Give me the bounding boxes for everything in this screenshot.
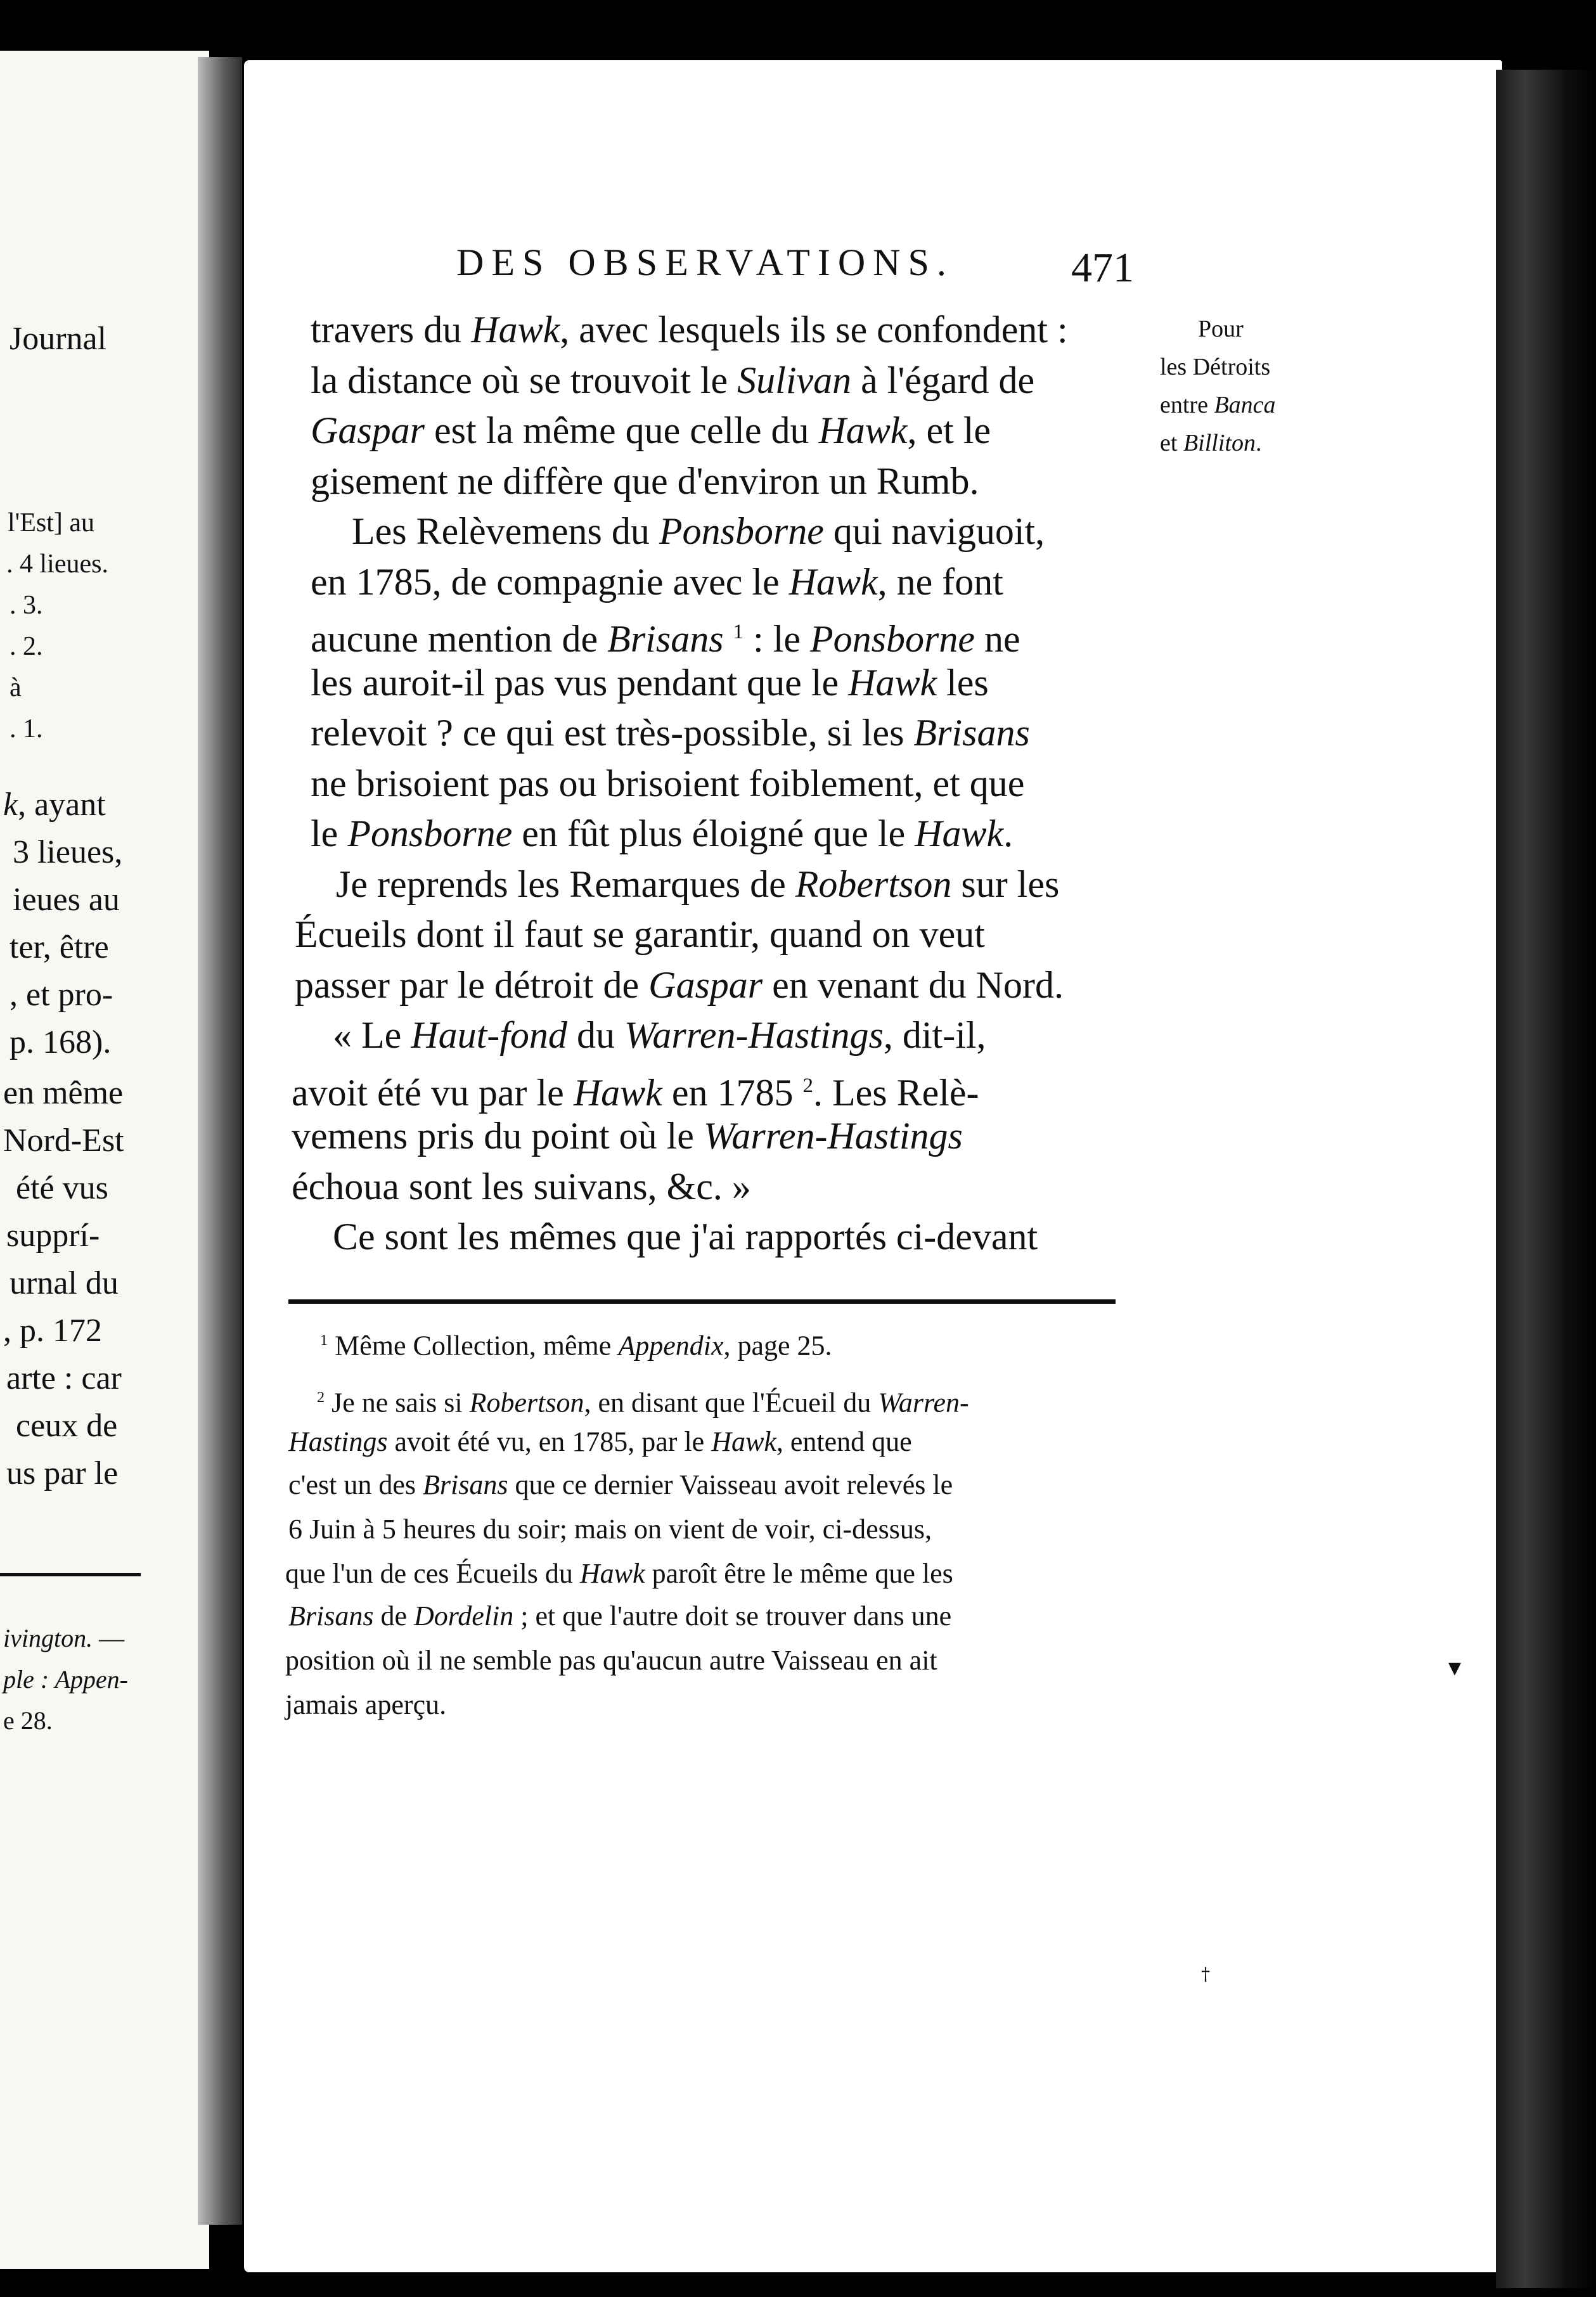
body-line: Je reprends les Remarques de Robertson sur les [336,863,1060,905]
footnote-rule [288,1299,1116,1304]
body-line: Ce sont les mêmes que j'ai rapportés ci-devant [333,1216,1038,1258]
footnote-line: 6 Juin à 5 heures du soir; mais on vient de voir, ci-dessus, [288,1514,932,1545]
body-line: Écueils dont il faut se garantir, quand on veut [295,913,985,955]
footnote-line: c'est un des Brisans que ce dernier Vaisseau avoit relevés le [288,1469,953,1500]
left-page-fragment: k, ayant [3,787,106,823]
footnote-line: jamais aperçu. [285,1689,447,1720]
left-page-fragment: été vus [16,1170,108,1206]
body-line: ne brisoient pas ou brisoient foiblement, et que [311,762,1025,804]
footnote-line: $^2$ Je ne sais si Robertson, en disant que l'Écueil du Warren- [317,1387,969,1419]
left-page-fragment: Journal [10,321,107,357]
left-page-fragment: 3 lieues, [13,834,123,870]
left-page-fragment: , et pro- [10,977,113,1013]
body-line: avoit été vu par le Hawk en 1785 $^2$. Les Relè- [292,1071,979,1114]
body-line: « Le Haut-fond du Warren-Hastings, dit-il, [333,1014,986,1056]
body-line: vemens pris du point où le Warren-Hastings [292,1115,963,1157]
body-line: en 1785, de compagnie avec le Hawk, ne font [311,560,1003,603]
mark-ornament-small: † [1201,1964,1210,1985]
left-page-fragment: . 3. [10,591,43,620]
body-line: le Ponsborne en fût plus éloigné que le Hawk. [311,813,1014,854]
body-line: relevoit ? ce qui est très-possible, si les Brisans [311,712,1030,754]
left-page-fragment: ter, être [10,929,109,965]
margin-note-line: et Billiton. [1160,430,1262,456]
body-line: Gaspar est la même que celle du Hawk, et le [311,409,991,451]
body-line: la distance où se trouvoit le Sulivan à l'égard de [311,359,1035,401]
left-page-fragment: en même [3,1075,124,1111]
page-number: 471 [1071,245,1134,291]
left-page-fragment: ieues au [13,882,120,918]
body-line: les auroit-il pas vus pendant que le Hawk les [311,661,989,704]
footnote-line: que l'un de ces Écueils du Hawk paroît être le même que les [285,1558,953,1589]
left-footnote-rule [0,1573,141,1576]
footnote-line: Hastings avoit été vu, en 1785, par le Hawk, entend que [288,1426,912,1457]
left-page-fragment: ivington. — [3,1624,125,1652]
left-page-fragment: l'Est] au [8,508,95,537]
left-page-fragment: Nord-Est [3,1123,124,1159]
body-line: passer par le détroit de Gaspar en venant du Nord. [295,963,1064,1006]
margin-note-line: les Détroits [1160,354,1271,380]
left-page-fragment: . 1. [10,714,43,743]
left-page-fragment: ple : Appen- [3,1665,128,1694]
left-page-fragment: à [10,673,22,702]
left-page-fragment: arte : car [6,1360,122,1396]
body-line: Les Relèvemens du Ponsborne qui naviguoit, [352,510,1045,552]
left-page-fragment: p. 168). [10,1024,112,1060]
left-page-fragment: . 2. [10,632,43,661]
left-page-fragment: ceux de [16,1408,118,1444]
page-edge [1496,70,1594,2288]
gutter-shadow [198,57,242,2225]
footnote-line: $^1$ Même Collection, même Appendix, page 25. [320,1330,832,1361]
footnote-line: position où il ne semble pas qu'aucun autre Vaisseau en ait [285,1645,937,1676]
left-page-fragment: supprí- [6,1218,100,1254]
body-line: échoua sont les suivans, &c. » [292,1165,751,1207]
mark-ornament: ▾ [1448,1653,1462,1682]
body-line: aucune mention de Brisans $^1$ : le Ponsborne ne [311,618,1020,660]
margin-note-line: entre Banca [1160,392,1276,418]
footnote-line: Brisans de Dordelin ; et que l'autre doit se trouver dans une [288,1600,952,1631]
left-page-fragment: . 4 lieues. [6,550,108,579]
margin-note-line: Pour [1198,316,1244,342]
left-page-fragment: us par le [6,1455,119,1491]
left-page-fragment: urnal du [10,1265,119,1301]
left-page-fragment: e 28. [3,1706,53,1735]
body-line: gisement ne diffère que d'environ un Rumb. [311,460,979,502]
left-page-fragment: , p. 172 [3,1313,102,1349]
running-head: DES OBSERVATIONS. [456,241,954,283]
body-line: travers du Hawk, avec lesquels ils se confondent : [311,309,1068,351]
